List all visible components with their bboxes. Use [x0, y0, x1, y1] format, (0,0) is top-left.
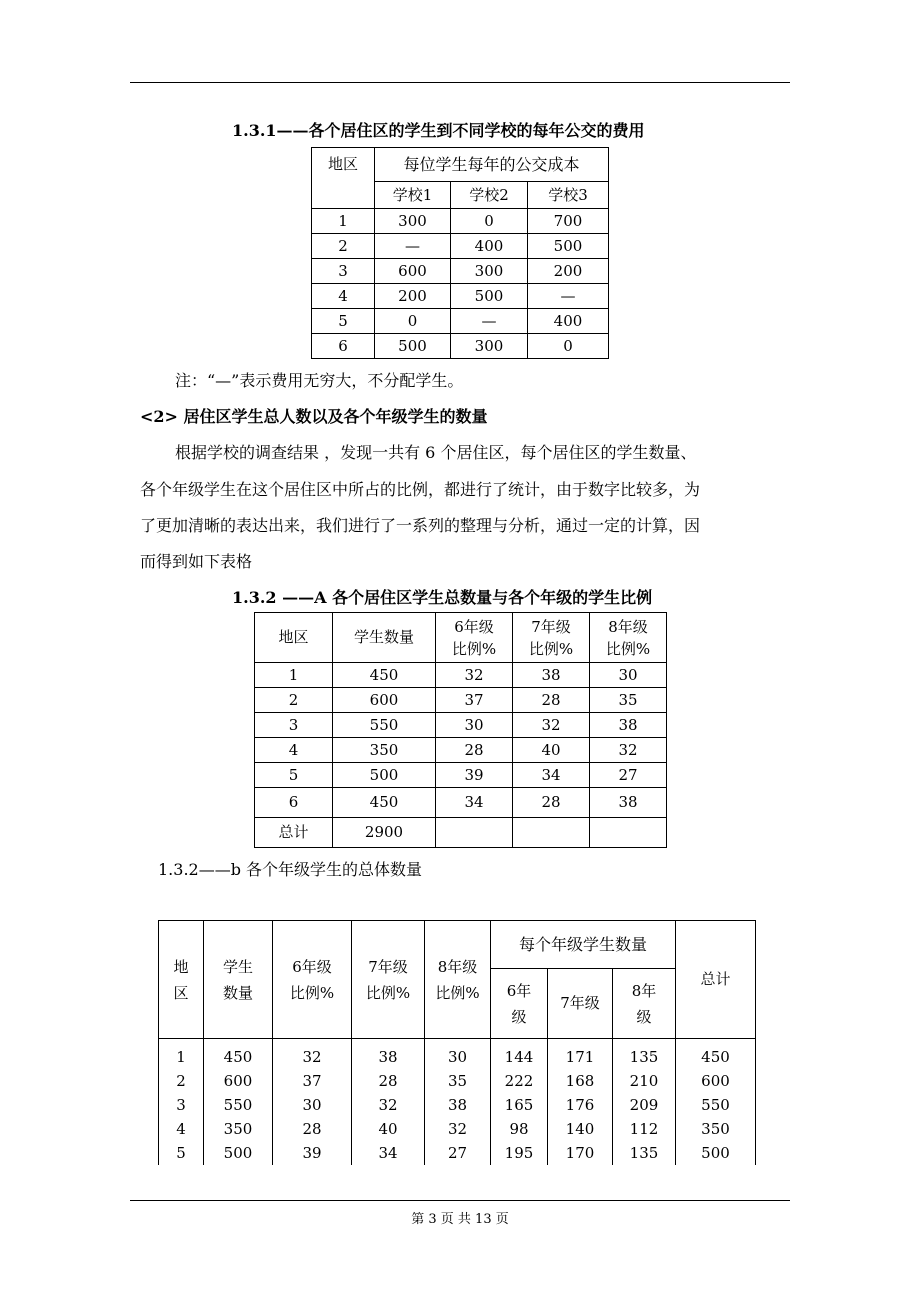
table-cell: 700 [528, 209, 609, 234]
table-cell: 32 [273, 1045, 352, 1069]
header-ratio-7: 7年级 比例% [352, 921, 425, 1039]
table-cell: 500 [375, 334, 451, 359]
table-cell: 1 [159, 1045, 204, 1069]
table-cell: 37 [436, 688, 513, 713]
table-cell: 112 [613, 1117, 676, 1141]
table-cell: 450 [333, 663, 436, 688]
grade-count-rows [159, 1045, 756, 1165]
header-students: 学生 数量 [204, 921, 273, 1039]
footer-rule [130, 1200, 790, 1201]
header-region: 地区 [255, 613, 333, 663]
table-cell: — [451, 309, 528, 334]
table-cell: 400 [451, 234, 528, 259]
empty-cell [513, 818, 590, 848]
table-cell: 3 [255, 713, 333, 738]
table-row [255, 738, 667, 763]
table-row [255, 788, 667, 818]
table-cell: 500 [528, 234, 609, 259]
table-row [312, 334, 609, 359]
table-row [159, 1093, 756, 1117]
table-cell: — [528, 284, 609, 309]
table-row [255, 663, 667, 688]
table-cell: 500 [676, 1141, 756, 1165]
student-ratio-table [254, 612, 667, 848]
table-cell: 600 [676, 1069, 756, 1093]
header-school: 学校3 [528, 182, 609, 209]
table-row [312, 284, 609, 309]
table-cell: 1 [312, 209, 375, 234]
table-cell: 39 [436, 763, 513, 788]
table-cell: 28 [436, 738, 513, 763]
table-cell: 200 [375, 284, 451, 309]
table-cell: 0 [528, 334, 609, 359]
table-title-1-3-1: 1.3.1——各个居住区的学生到不同学校的每年公交的费用 [232, 121, 645, 140]
paragraph-line: 了更加清晰的表达出来，我们进行了一系列的整理与分析，通过一定的计算，因 [140, 516, 701, 535]
table-cell: 32 [436, 663, 513, 688]
table-cell: 176 [548, 1093, 613, 1117]
header-grade-7: 7年级 [548, 969, 613, 1039]
table-cell: 40 [513, 738, 590, 763]
table-cell: 32 [513, 713, 590, 738]
table-cell: 5 [159, 1141, 204, 1165]
paragraph-line: 而得到如下表格 [140, 552, 253, 571]
table-cell: 37 [273, 1069, 352, 1093]
table-cell: 0 [375, 309, 451, 334]
header-ratio-8: 8年级 比例% [590, 613, 667, 663]
table-cell: 30 [273, 1093, 352, 1117]
total-label: 总计 [255, 818, 333, 848]
header-region: 地 区 [159, 921, 204, 1039]
table-cell: 6 [255, 788, 333, 818]
table-cell: 4 [312, 284, 375, 309]
table-cell: 34 [352, 1141, 425, 1165]
table-row [159, 1117, 756, 1141]
table-cell: 400 [528, 309, 609, 334]
table-row [312, 234, 609, 259]
table-cell: 28 [513, 788, 590, 818]
student-ratio-rows [255, 663, 667, 818]
table-cell: — [375, 234, 451, 259]
paragraph-line: 各个年级学生在这个居住区中所占的比例，都进行了统计，由于数字比较多，为 [140, 480, 701, 499]
table-cell: 38 [425, 1093, 491, 1117]
table-cell: 350 [333, 738, 436, 763]
header-total: 总计 [676, 921, 756, 1039]
table-cell: 32 [352, 1093, 425, 1117]
header-cost: 每位学生每年的公交成本 [375, 148, 609, 182]
header-grade-6: 6年 级 [491, 969, 548, 1039]
table-cell: 6 [312, 334, 375, 359]
table-cell: 500 [451, 284, 528, 309]
table-cell: 550 [333, 713, 436, 738]
table-row [312, 259, 609, 284]
table-cell: 30 [425, 1045, 491, 1069]
table-cell: 2 [312, 234, 375, 259]
table-cell: 0 [451, 209, 528, 234]
table-cell: 30 [590, 663, 667, 688]
table-cell: 3 [312, 259, 375, 284]
grade-count-table [158, 920, 756, 1165]
table-cell: 135 [613, 1141, 676, 1165]
table-cell: 500 [204, 1141, 273, 1165]
header-ratio-8: 8年级 比例% [425, 921, 491, 1039]
table-cell: 34 [513, 763, 590, 788]
table-cell: 450 [676, 1045, 756, 1069]
header-each-grade: 每个年级学生数量 [491, 921, 676, 969]
table-cell: 550 [204, 1093, 273, 1117]
table-cell: 5 [312, 309, 375, 334]
table-cell: 38 [352, 1045, 425, 1069]
table-cell: 2 [255, 688, 333, 713]
table-cell: 38 [590, 788, 667, 818]
table-row [255, 763, 667, 788]
table-cell: 600 [204, 1069, 273, 1093]
total-value: 2900 [333, 818, 436, 848]
table-cell: 1 [255, 663, 333, 688]
table-cell: 28 [352, 1069, 425, 1093]
table-cell: 27 [425, 1141, 491, 1165]
page-number: 第 3 页 共 13 页 [411, 1212, 509, 1227]
header-students: 学生数量 [333, 613, 436, 663]
table-cell: 40 [352, 1117, 425, 1141]
table-cell: 3 [159, 1093, 204, 1117]
table-cell: 450 [204, 1045, 273, 1069]
table-cell: 39 [273, 1141, 352, 1165]
table-cell: 35 [425, 1069, 491, 1093]
header-ratio-6: 6年级 比例% [273, 921, 352, 1039]
table-cell: 350 [676, 1117, 756, 1141]
table-cell: 350 [204, 1117, 273, 1141]
table-cell: 200 [528, 259, 609, 284]
table-cell: 165 [491, 1093, 548, 1117]
table-row [255, 713, 667, 738]
table-cell: 209 [613, 1093, 676, 1117]
bus-cost-table [311, 147, 609, 359]
section-heading: <2> 居住区学生总人数以及各个年级学生的数量 [140, 407, 488, 426]
table-cell: 140 [548, 1117, 613, 1141]
table-cell: 300 [375, 209, 451, 234]
table-cell: 4 [255, 738, 333, 763]
table-cell: 38 [590, 713, 667, 738]
table-cell: 2 [159, 1069, 204, 1093]
header-ratio-7: 7年级 比例% [513, 613, 590, 663]
header-school: 学校2 [451, 182, 528, 209]
table-row [159, 1069, 756, 1093]
table-cell: 98 [491, 1117, 548, 1141]
table-cell: 600 [375, 259, 451, 284]
table-row [312, 209, 609, 234]
table-cell: 171 [548, 1045, 613, 1069]
header-rule [130, 82, 790, 83]
table-cell: 168 [548, 1069, 613, 1093]
table-cell: 32 [425, 1117, 491, 1141]
table-cell: 32 [590, 738, 667, 763]
table-cell: 300 [451, 334, 528, 359]
table-cell: 38 [513, 663, 590, 688]
table-cell: 210 [613, 1069, 676, 1093]
note: 注：“—”表示费用无穷大，不分配学生。 [175, 371, 464, 390]
table-cell: 195 [491, 1141, 548, 1165]
table-cell: 550 [676, 1093, 756, 1117]
table-cell: 35 [590, 688, 667, 713]
table-cell: 28 [273, 1117, 352, 1141]
table-cell: 5 [255, 763, 333, 788]
table-row [159, 1141, 756, 1165]
header-ratio-6: 6年级 比例% [436, 613, 513, 663]
header-grade-8: 8年 级 [613, 969, 676, 1039]
table-cell: 4 [159, 1117, 204, 1141]
table-row [255, 688, 667, 713]
paragraph-line: 根据学校的调查结果 ，发现一共有 6 个居住区，每个居住区的学生数量、 [175, 443, 697, 462]
empty-cell [436, 818, 513, 848]
table-row [159, 1045, 756, 1069]
table-cell: 500 [333, 763, 436, 788]
empty-cell [590, 818, 667, 848]
table-cell: 28 [513, 688, 590, 713]
table-cell: 222 [491, 1069, 548, 1093]
table-cell: 144 [491, 1045, 548, 1069]
bus-cost-rows [312, 209, 609, 359]
table-row [312, 309, 609, 334]
header-school: 学校1 [375, 182, 451, 209]
table-title-1-3-2-b: 1.3.2——b 各个年级学生的总体数量 [158, 860, 423, 879]
table-cell: 30 [436, 713, 513, 738]
table-cell: 170 [548, 1141, 613, 1165]
table-cell: 34 [436, 788, 513, 818]
table-cell: 300 [451, 259, 528, 284]
table-title-1-3-2-a: 1.3.2 ——A 各个居住区学生总数量与各个年级的学生比例 [232, 588, 653, 607]
table-cell: 135 [613, 1045, 676, 1069]
table-cell: 450 [333, 788, 436, 818]
table-cell: 27 [590, 763, 667, 788]
header-region: 地区 [312, 148, 375, 209]
table-cell: 600 [333, 688, 436, 713]
